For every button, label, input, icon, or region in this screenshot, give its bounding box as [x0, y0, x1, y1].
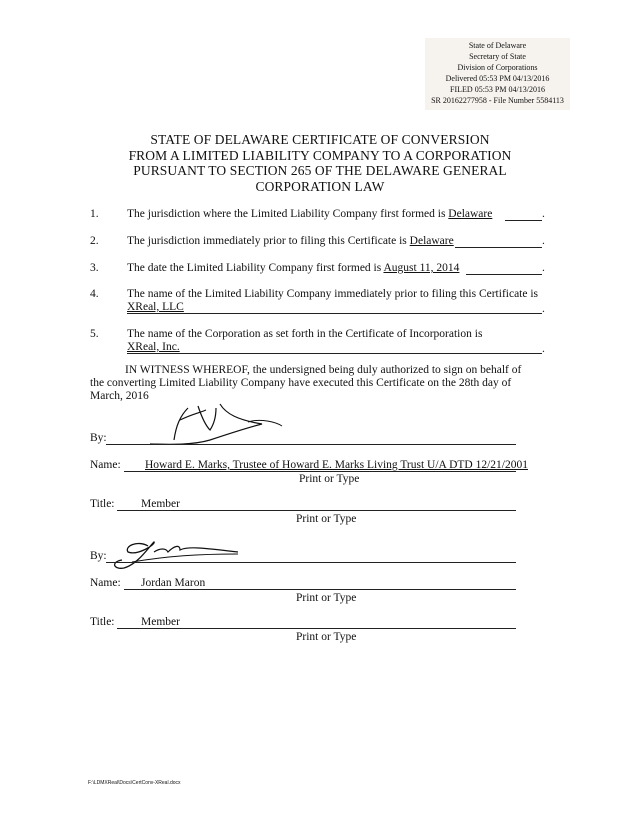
signer-2-name-line	[124, 589, 516, 590]
item-2-text	[127, 234, 454, 248]
witness-line-2: the converting Limited Liability Company have executed this Certificate on the 28th day of	[90, 377, 512, 389]
item-5-value: XReal, Inc.	[127, 341, 180, 353]
item-5-underline	[127, 353, 542, 354]
stamp-state: State of Delaware	[468, 41, 527, 50]
stamp-secretary: Secretary of State	[469, 52, 526, 61]
item-1-number: 1.	[90, 208, 99, 220]
item-3-text	[127, 261, 459, 275]
title-line-4: CORPORATION LAW	[255, 178, 385, 194]
title-line-2: FROM A LIMITED LIABILITY COMPANY TO A CORPORATION	[128, 147, 512, 163]
item-5-period: .	[542, 343, 545, 355]
item-5-value-line	[127, 340, 180, 354]
stamp-division: Division of Corporations	[457, 63, 538, 72]
item-1-period: .	[542, 208, 545, 220]
item-3-underline	[466, 274, 542, 275]
signer-1-title-value: Member	[141, 498, 180, 510]
item-2-label: The jurisdiction immediately prior to filing this Certificate is	[127, 235, 410, 247]
item-4-value: XReal, LLC	[127, 301, 184, 313]
signature-2-graphic	[108, 538, 248, 578]
signer-1-title-line	[117, 510, 516, 511]
item-1-value: Delaware	[448, 208, 493, 220]
item-2-value: Delaware	[409, 235, 454, 247]
item-2-number: 2.	[90, 235, 99, 247]
item-5-text: The name of the Corporation as set forth in the Certificate of Incorporation is	[127, 328, 483, 340]
signer-1-signature-line	[106, 444, 516, 445]
signer-1-name-print-or-type: Print or Type	[299, 473, 360, 485]
stamp-delivered: Delivered 05:53 PM 04/13/2016	[445, 74, 550, 83]
witness-paragraph	[90, 364, 544, 403]
signer-1-title-label: Title:	[90, 498, 115, 510]
document-title	[90, 132, 550, 194]
title-line-3: PURSUANT TO SECTION 265 OF THE DELAWARE GENERAL	[133, 163, 507, 178]
witness-line-1: IN WITNESS WHEREOF, the undersigned being duly authorized to sign on behalf of	[125, 364, 522, 376]
signer-2-title-label: Title:	[90, 616, 115, 628]
signer-1-by-label: By:	[90, 432, 107, 444]
item-4-period: .	[542, 303, 545, 315]
item-1-text	[127, 207, 492, 221]
item-5-number: 5.	[90, 328, 99, 340]
item-3-label: The date the Limited Liability Company first formed is	[127, 262, 384, 274]
item-4-text: The name of the Limited Liability Company immediately prior to filing this Certificate is	[127, 288, 539, 300]
item-2-period: .	[542, 235, 545, 247]
signature-1-graphic	[150, 400, 290, 446]
signer-2-signature-line	[106, 562, 516, 563]
signer-1-title-print-or-type: Print or Type	[296, 513, 357, 525]
item-4-underline	[127, 313, 542, 314]
signer-2-title-print-or-type: Print or Type	[296, 631, 357, 643]
signer-2-name-print-or-type: Print or Type	[296, 592, 357, 604]
signer-2-name-label: Name:	[90, 577, 121, 589]
item-3-number: 3.	[90, 262, 99, 274]
signer-2-by-label: By:	[90, 550, 107, 562]
footer-file-path: F:\LDMXReal\Docs\CertConv-XReal.docx	[88, 780, 181, 786]
item-3-period: .	[542, 262, 545, 274]
filing-stamp	[425, 38, 570, 110]
stamp-filed: FILED 05:53 PM 04/13/2016	[450, 85, 545, 94]
witness-line-3: March, 2016	[90, 390, 149, 402]
item-1-underline	[505, 220, 542, 221]
signer-2-title-line	[117, 628, 516, 629]
signer-2-name-value: Jordan Maron	[141, 577, 206, 589]
title-line-1: STATE OF DELAWARE CERTIFICATE OF CONVERSION	[150, 132, 490, 147]
item-2-underline	[455, 247, 542, 248]
item-4-number: 4.	[90, 288, 99, 300]
signer-2-title-value: Member	[141, 616, 180, 628]
stamp-file-number: SR 20162277958 - File Number 5584113	[431, 96, 564, 105]
item-3-value: August 11, 2014	[383, 262, 460, 274]
signer-1-name-value: Howard E. Marks, Trustee of Howard E. Marks Living Trust U/A DTD 12/21/2001	[145, 459, 529, 471]
signer-1-name-label: Name:	[90, 459, 121, 471]
item-4-value-line	[127, 300, 184, 314]
item-1-label: The jurisdiction where the Limited Liability Company first formed is	[127, 208, 449, 220]
